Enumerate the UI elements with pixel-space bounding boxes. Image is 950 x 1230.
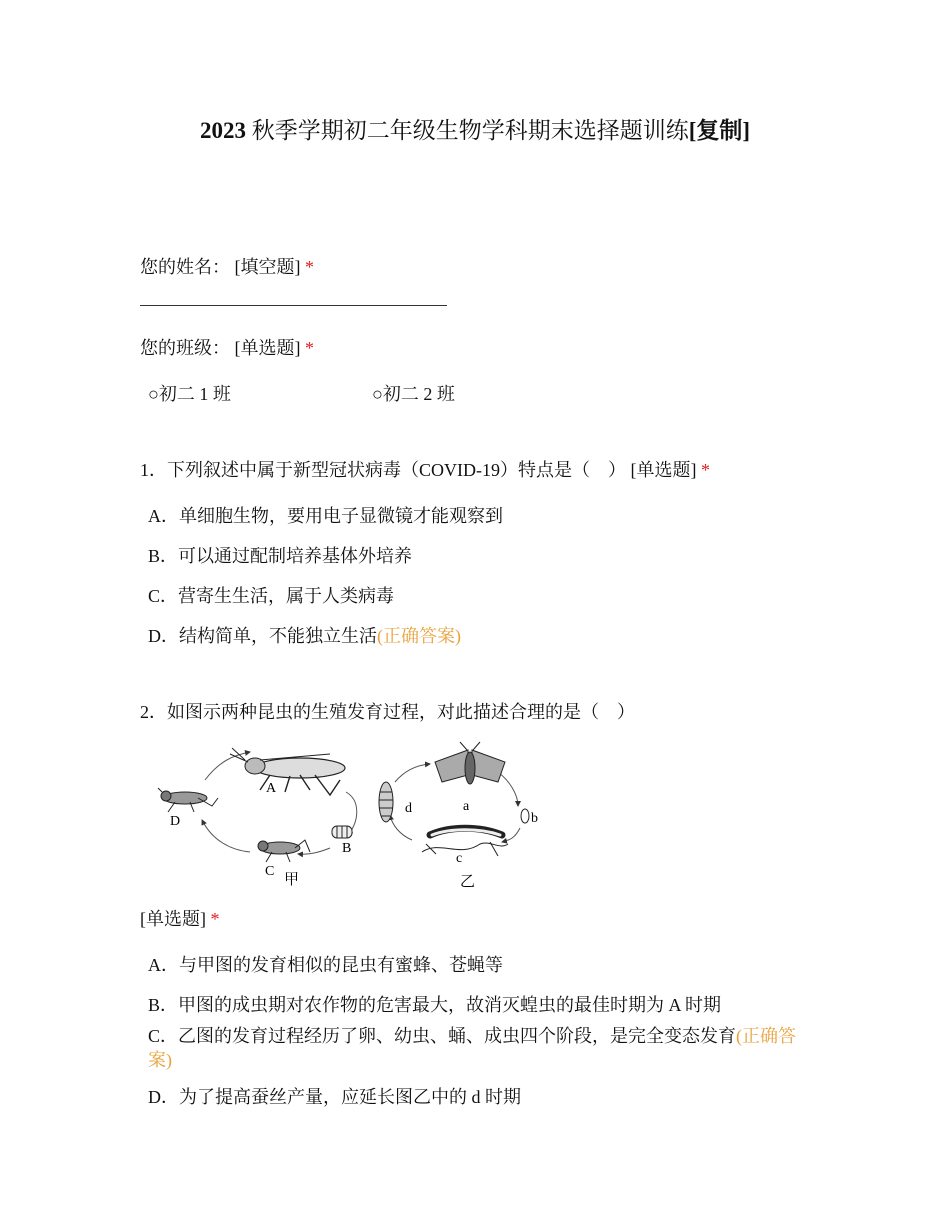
cycle-arrow <box>202 820 250 852</box>
class-option-2[interactable]: ○初二 2 班 <box>372 384 455 404</box>
silkworm-egg-icon <box>521 809 529 823</box>
cycle-arrow <box>395 764 430 782</box>
silkworm-moth-icon <box>435 742 505 784</box>
class-option-1[interactable]: ○初二 1 班 <box>148 384 231 404</box>
q1-option-d-text: D．结构简单，不能独立生活 <box>148 626 377 646</box>
q1-option-a[interactable]: A．单细胞生物，要用电子显微镜才能观察到 <box>148 506 503 526</box>
question-1 <box>140 456 710 482</box>
required-mark: * <box>305 257 314 277</box>
name-question-label: 您的姓名： <box>140 257 230 277</box>
question-1-text: 1．下列叙述中属于新型冠状病毒（COVID-19）特点是（ ） <box>140 460 626 480</box>
q1-option-b[interactable]: B．可以通过配制培养基体外培养 <box>148 546 413 566</box>
label-yi: 乙 <box>460 874 476 890</box>
label-d-lower: d <box>405 801 412 816</box>
silkworm-pupa-icon <box>379 782 393 822</box>
q2-option-b[interactable]: B．甲图的成虫期对农作物的危害最大，故消灭蝗虫的最佳时期为 A 时期 <box>148 995 722 1015</box>
label-a-upper: A <box>266 781 277 796</box>
grasshopper-adult-icon <box>230 748 345 795</box>
insect-lifecycle-figure <box>150 740 550 892</box>
class-question-label: 您的班级： <box>140 338 230 358</box>
correct-answer-label: (正确答案) <box>148 1026 797 1070</box>
label-a-lower: a <box>463 799 470 814</box>
label-jia: 甲 <box>284 872 300 888</box>
cycle-arrow <box>298 848 330 854</box>
silkworm-larva-icon <box>422 828 508 856</box>
grasshopper-nymph-d-icon <box>158 788 218 812</box>
required-mark: * <box>701 460 710 480</box>
label-d-upper: D <box>170 814 181 829</box>
required-mark: * <box>305 338 314 358</box>
cycle-arrow <box>390 815 412 840</box>
title-year: 2023 <box>199 118 246 143</box>
name-question-type: [填空题] <box>234 257 301 277</box>
title-text: 秋季学期初二年级生物学科期末选择题训练 <box>245 118 689 143</box>
grasshopper-nymph-c-icon <box>258 840 310 862</box>
class-question-type: [单选题] <box>234 338 301 358</box>
grasshopper-eggs-icon <box>332 826 352 838</box>
label-c-upper: C <box>265 864 275 879</box>
question-1-type: [单选题] <box>630 460 697 480</box>
correct-answer-label: (正确答案) <box>377 626 461 646</box>
q2-option-d[interactable]: D．为了提高蚕丝产量，应延长图乙中的 d 时期 <box>148 1087 521 1107</box>
required-mark: * <box>210 909 220 929</box>
q2-option-c-text: C．乙图的发育过程经历了卵、幼虫、蛹、成虫四个阶段，是完全变态发育 <box>148 1026 737 1046</box>
name-question <box>140 253 314 279</box>
q2-option-a[interactable]: A．与甲图的发育相似的昆虫有蜜蜂、苍蝇等 <box>148 955 503 975</box>
question-2 <box>140 698 635 724</box>
q1-option-c[interactable]: C．营寄生生活，属于人类病毒 <box>148 586 395 606</box>
question-2-type: [单选题] <box>140 909 206 929</box>
name-input-line[interactable] <box>140 305 447 306</box>
label-b-upper: B <box>342 841 352 856</box>
page-title <box>0 112 950 145</box>
title-copy-tag: [复制] <box>688 118 751 143</box>
label-b-lower: b <box>531 811 538 826</box>
cycle-arrow <box>205 752 250 780</box>
q1-option-d[interactable] <box>148 622 461 648</box>
label-c-lower: c <box>456 851 463 866</box>
class-question <box>140 334 314 360</box>
question-2-type-line <box>140 905 220 931</box>
q2-option-c[interactable] <box>148 1024 813 1072</box>
question-2-text: 2．如图示两种昆虫的生殖发育过程，对此描述合理的是（ ） <box>140 702 635 722</box>
